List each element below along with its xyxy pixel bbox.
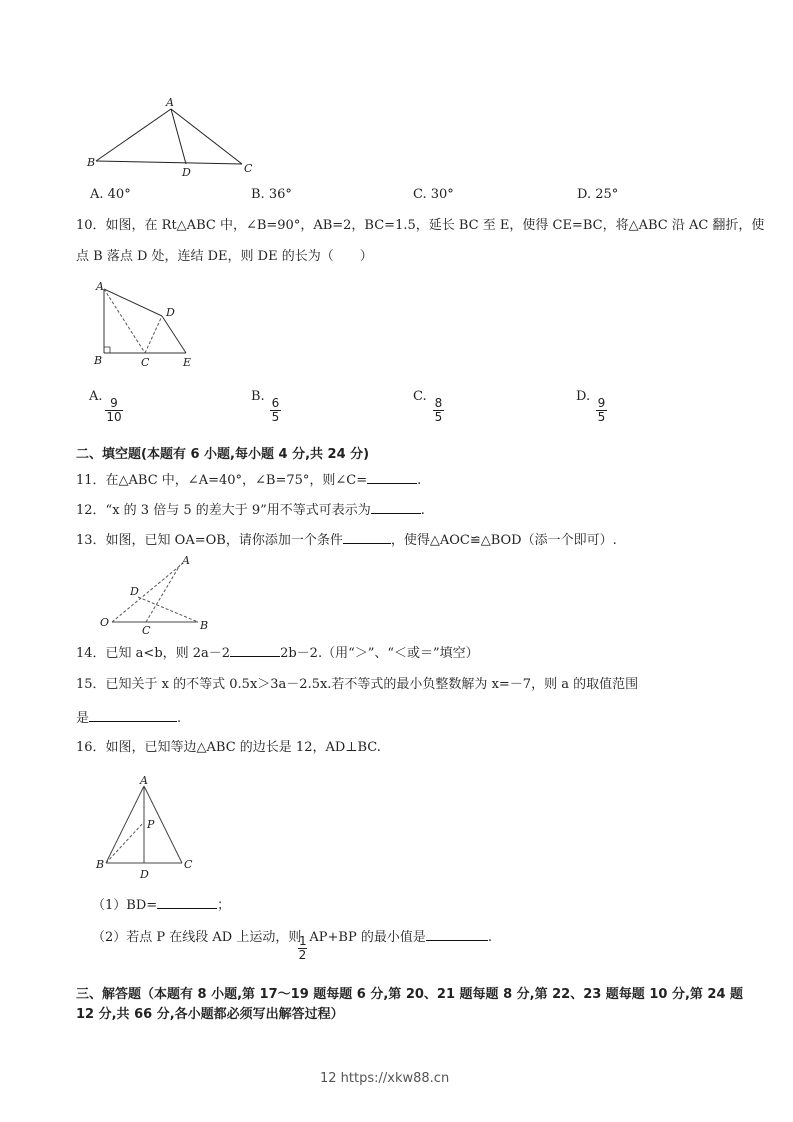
- q10-option-c-fraction: $\frac{8}{5}$: [434, 396, 443, 424]
- q11-end: .: [417, 473, 422, 488]
- q16-sub2-half-fraction: $\frac{1}{2}$: [298, 934, 307, 962]
- q10-option-c-prefix[interactable]: C.: [413, 389, 427, 404]
- q10-option-d-fraction: $\frac{9}{5}$: [597, 396, 606, 424]
- q16-equilateral-figure: [82, 768, 212, 883]
- q9-option-d[interactable]: D. 25°: [577, 187, 619, 202]
- q13-end: ，使得△AOC≌△BOD（添一个即可）.: [390, 533, 617, 548]
- q16-sub2-end: .: [487, 930, 492, 945]
- section3-heading-line1: 三、解答题（本题有 8 小题,第 17～19 题每题 6 分,第 20、21 题每题 8 分,第 22、23 题每题 10 分,第 24 题: [76, 987, 744, 1002]
- svg-text:C: C: [142, 624, 151, 637]
- svg-text:P: P: [147, 818, 155, 831]
- q12-answer-blank[interactable]: [371, 501, 421, 514]
- q16-stem: 16．如图，已知等边△ABC 的边长是 12，AD⊥BC.: [76, 740, 381, 755]
- svg-text:A: A: [182, 554, 190, 567]
- q16-sub2: [92, 928, 492, 946]
- section3-heading-line2: 12 分,共 66 分,各小题都必须写出解答过程）: [76, 1007, 344, 1022]
- q14-stem: [76, 644, 479, 662]
- q15-answer-blank[interactable]: [89, 709, 177, 722]
- q13-stem: [76, 531, 617, 549]
- q10-option-b-fraction: $\frac{6}{5}$: [271, 396, 280, 424]
- q10-option-a-prefix[interactable]: A.: [89, 389, 103, 404]
- q10-option-d-prefix[interactable]: D.: [576, 389, 591, 404]
- q16-sub1-answer-blank[interactable]: [157, 896, 217, 909]
- svg-text:A: A: [140, 774, 148, 787]
- q9-option-c[interactable]: C. 30°: [413, 187, 454, 202]
- q12-stem: [76, 501, 425, 519]
- q9-option-a[interactable]: A. 40°: [90, 187, 131, 202]
- svg-text:D: D: [182, 166, 191, 179]
- svg-text:C: C: [244, 162, 253, 175]
- q9-option-b[interactable]: B. 36°: [251, 187, 292, 202]
- page-footer: 12 https://xkw88.cn: [320, 1071, 450, 1086]
- q16-sub1-end: ；: [217, 898, 231, 913]
- section2-heading: 二、填空题(本题有 6 小题,每小题 4 分,共 24 分): [76, 447, 370, 462]
- svg-text:D: D: [140, 868, 149, 881]
- q11-answer-blank[interactable]: [367, 471, 417, 484]
- q12-end: .: [420, 503, 425, 518]
- q16-sub1: [92, 896, 230, 914]
- svg-text:D: D: [166, 306, 175, 319]
- q14-text: 14．已知 a<b，则 2a－2: [76, 646, 231, 661]
- q10-option-b-prefix[interactable]: B.: [251, 389, 265, 404]
- svg-text:D: D: [130, 585, 139, 598]
- q11-stem: [76, 471, 421, 489]
- svg-text:A: A: [166, 96, 174, 109]
- q13-text: 13．如图，已知 OA=OB，请你添加一个条件: [76, 533, 343, 548]
- svg-text:B: B: [96, 858, 105, 871]
- q15-text: 是: [76, 711, 90, 726]
- q14-answer-blank[interactable]: [230, 644, 280, 657]
- q16-sub2-text: （2）若点 P 在线段 AD 上运动，则: [92, 930, 302, 945]
- q10-stem-line1: 10．如图，在 Rt△ABC 中，∠B=90°，AB=2，BC=1.5，延长 BC 至 E，使得 CE=BC，将△ABC 沿 AC 翻折，使: [76, 218, 765, 233]
- q15-stem-line1: 15．已知关于 x 的不等式 0.5x＞3a－2.5x.若不等式的最小负整数解为 x=－7，则 a 的取值范围: [76, 677, 639, 692]
- q14-end: 2b－2.（用“＞”、“＜或＝”填空）: [280, 646, 479, 661]
- q16-sub2-answer-blank[interactable]: [426, 928, 488, 941]
- q10-fold-figure: [82, 278, 212, 373]
- svg-text:O: O: [100, 616, 110, 629]
- q15-end: .: [177, 711, 182, 726]
- q13-answer-blank[interactable]: [343, 531, 391, 544]
- q15-stem-line2: [76, 709, 181, 727]
- svg-text:C: C: [141, 356, 150, 369]
- svg-text:B: B: [94, 354, 103, 367]
- q9-triangle-figure: [82, 92, 262, 182]
- q13-figure: [82, 553, 232, 638]
- svg-text:C: C: [184, 858, 193, 871]
- q16-sub2-text2: AP+BP 的最小值是: [309, 930, 426, 945]
- svg-text:E: E: [183, 356, 192, 369]
- q10-option-a-fraction: $\frac{9}{10}$: [106, 396, 122, 424]
- svg-text:A: A: [96, 280, 104, 293]
- q10-stem-line2: 点 B 落点 D 处，连结 DE，则 DE 的长为（ ）: [76, 249, 373, 264]
- q12-text: 12．“x 的 3 倍与 5 的差大于 9”用不等式可表示为: [76, 503, 371, 518]
- svg-text:B: B: [87, 156, 96, 169]
- svg-text:B: B: [200, 619, 209, 632]
- q16-sub1-text: （1）BD=: [92, 898, 158, 913]
- q11-text: 11．在△ABC 中，∠A=40°，∠B=75°，则∠C=: [76, 473, 368, 488]
